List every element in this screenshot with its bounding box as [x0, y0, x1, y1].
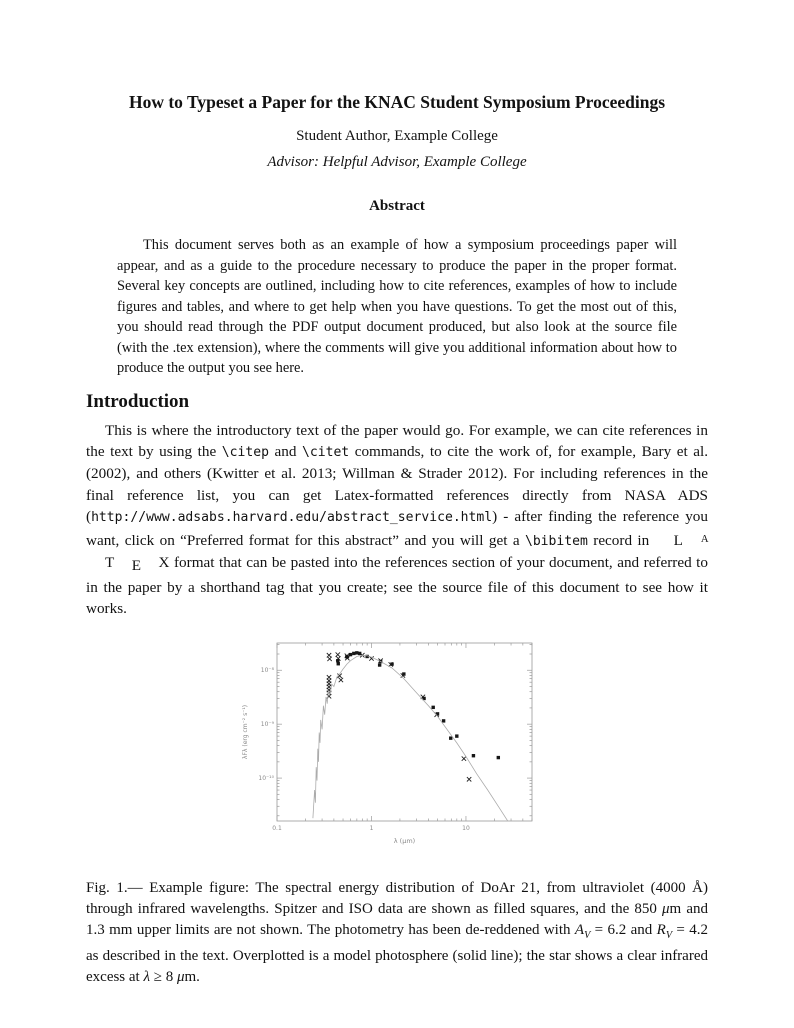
- abstract-heading: Abstract: [369, 198, 425, 214]
- svg-text:10: 10: [462, 825, 470, 833]
- author-line: Student Author, Example College: [296, 128, 498, 144]
- sed-figure-svg: [237, 635, 557, 847]
- abstract-text: This document serves both as an example of how a symposium proceedings paper will appear, and as a guide to the procedure necessary to produce the paper in the proper format. Several key concepts are outlined, including how to cite references, examples of how to include figures and tables, and where to get help when you have questions. To get the most out of this, you should read through the PDF output document produced, but also look at the source file (with the .tex extension), where the comments will give you additional information about how to produce the output you see here.: [117, 237, 677, 376]
- sed-figure: [0, 635, 794, 852]
- svg-text:1: 1: [369, 825, 374, 833]
- svg-text:10⁻⁸: 10⁻⁸: [260, 667, 274, 675]
- advisor-line: Advisor: Helpful Advisor, Example College: [267, 154, 527, 170]
- section-heading-introduction: Introduction: [86, 390, 190, 412]
- figure-caption: Fig. 1.— Example figure: The spectral energy distribution of DoAr 21, from ultraviolet (4000 Å) through infrared wavelengths. Spitzer and ISO data are shown as filled squares, and the 850 μm and 1.3 mm upper limits are not shown. The photometry has been de-reddened with $A_V = 6.2$ and $R_V = 4.2$ as described in the text. Overplotted is a model photosphere (solid line); the star shows a clear infrared excess at λ ≥ 8 μm.: [86, 880, 708, 986]
- paper-title: How to Typeset a Paper for the KNAC Student Symposium Proceedings: [128, 92, 666, 112]
- svg-text:0.1: 0.1: [272, 825, 282, 833]
- svg-text:10⁻¹⁰: 10⁻¹⁰: [258, 775, 274, 783]
- svg-text:λFλ (erg cm⁻² s⁻¹): λFλ (erg cm⁻² s⁻¹): [242, 705, 249, 760]
- introduction-text: This is where the introductory text of the paper would go. For example, we can cite references in the text by using the \citep and \citet commands, to cite the work of, for example, Bary et al. (2002), and others (Kwitter et al. 2013; Willman & Strader 2012). For including references in the final reference list, you can get Latex-formatted references directly from NASA ADS (http://www.adsabs.harvard.edu/abstract_service.html) - after finding the reference you want, click on “Preferred format for this abstract” and you will get a \bibitem record in L AT E X format that can be pasted into the references section of your document, and referred to in the paper by a shorthand tag that you create; see the source file of this document to see how it works.: [86, 421, 709, 617]
- svg-text:λ (μm): λ (μm): [393, 837, 416, 846]
- svg-text:10⁻⁹: 10⁻⁹: [260, 721, 274, 729]
